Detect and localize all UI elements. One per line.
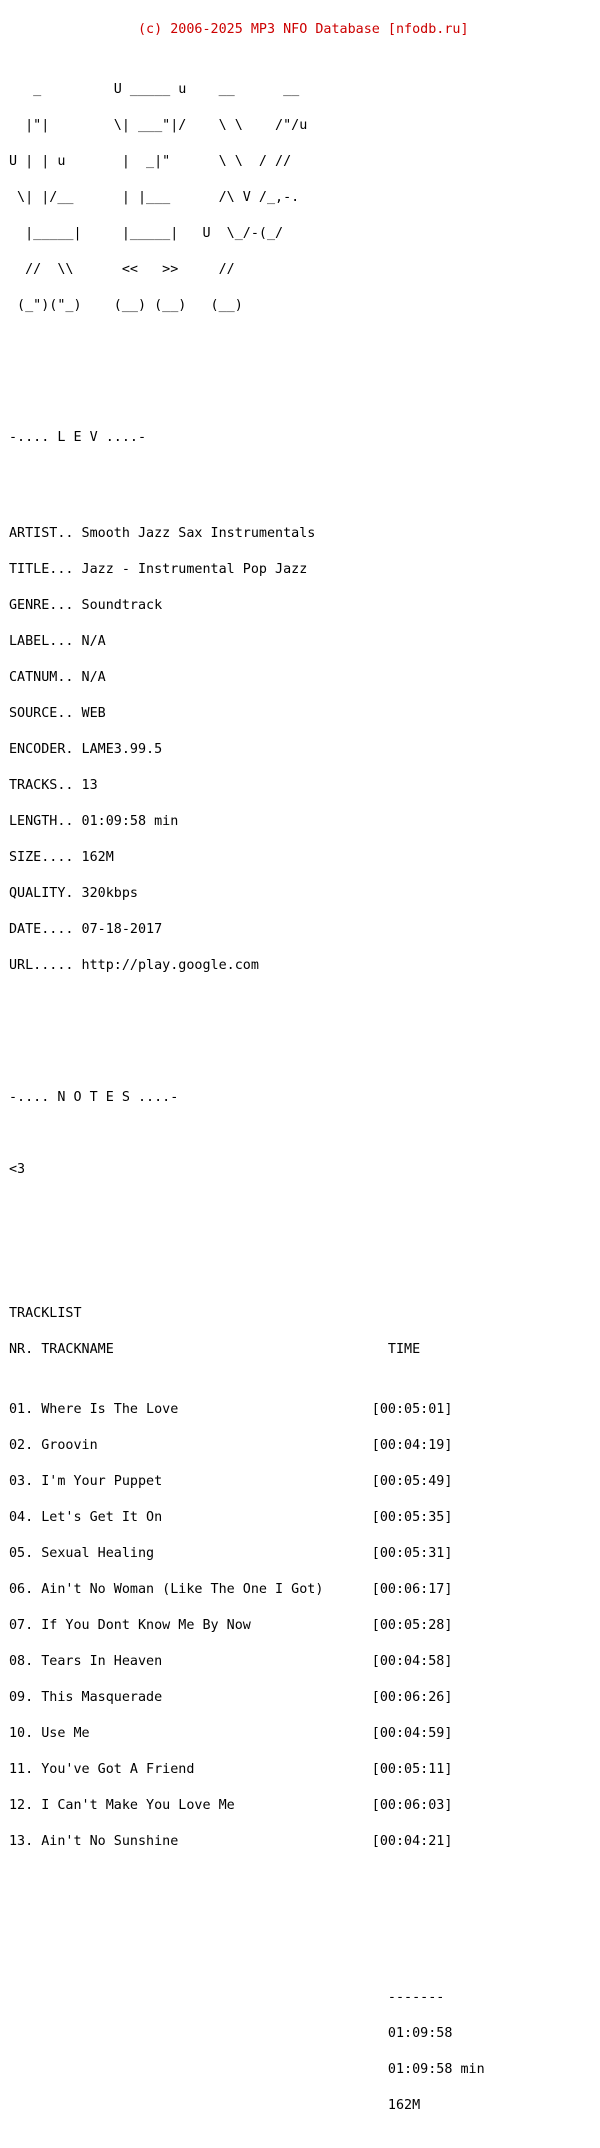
track-row: 07. If You Dont Know Me By Now [00:05:28] [9, 1618, 453, 1633]
info-label: LABEL... N/A [9, 634, 106, 649]
info-url: URL..... http://play.google.com [9, 958, 259, 973]
spacer [9, 1236, 485, 1248]
ascii-art-line: // \\ << >> // [9, 262, 235, 277]
info-genre: GENRE... Soundtrack [9, 598, 163, 613]
spacer [9, 1020, 485, 1032]
section-header-lev: -.... L E V ....- [9, 430, 147, 445]
notes-text: <3 [9, 1162, 26, 1177]
spacer [9, 1200, 485, 1212]
spacer [9, 468, 485, 480]
info-title: TITLE... Jazz - Instrumental Pop Jazz [9, 562, 308, 577]
track-row: 06. Ain't No Woman (Like The One I Got) [00:06:17] [9, 1582, 453, 1597]
track-row: 02. Groovin [00:04:19] [9, 1438, 453, 1453]
track-row: 01. Where Is The Love [00:05:01] [9, 1402, 453, 1417]
info-date: DATE.... 07-18-2017 [9, 922, 163, 937]
tracklist [9, 1380, 485, 1872]
track-row: 03. I'm Your Puppet [00:05:49] [9, 1474, 453, 1489]
spacer [9, 1896, 485, 1908]
track-row: 13. Ain't No Sunshine [00:04:21] [9, 1834, 453, 1849]
info-catnum: CATNUM.. N/A [9, 670, 106, 685]
track-row: 05. Sexual Healing [00:05:31] [9, 1546, 453, 1561]
info-artist: ARTIST.. Smooth Jazz Sax Instrumentals [9, 526, 316, 541]
site-banner: (c) 2006-2025 MP3 NFO Database [nfodb.ru] [9, 22, 469, 37]
track-row: 08. Tears In Heaven [00:04:58] [9, 1654, 453, 1669]
track-row: 12. I Can't Make You Love Me [00:06:03] [9, 1798, 453, 1813]
ascii-art-line: U | | u | _|" \ \ / // [9, 154, 292, 169]
track-row: 04. Let's Get It On [00:05:35] [9, 1510, 453, 1525]
ascii-art-logo [9, 60, 485, 336]
ascii-art-line: |_____| |_____| U \_/-(_/ [9, 226, 284, 241]
spacer [9, 1056, 485, 1068]
spacer [9, 1932, 485, 1944]
ascii-art-line: _ U _____ u __ __ [9, 82, 300, 97]
totals-divider: ------- [9, 1990, 445, 2005]
spacer [9, 1128, 485, 1140]
ascii-art-line: (_")("_) (__) (__) (__) [9, 298, 243, 313]
info-size: SIZE.... 162M [9, 850, 114, 865]
info-length: LENGTH.. 01:09:58 min [9, 814, 179, 829]
ascii-art-line: \| |/__ | |___ /\ V /_,-. [9, 190, 300, 205]
track-row: 09. This Masquerade [00:06:26] [9, 1690, 453, 1705]
track-row: 11. You've Got A Friend [00:05:11] [9, 1762, 453, 1777]
total-time-min: 01:09:58 min [9, 2062, 485, 2077]
totals [9, 1968, 485, 2136]
info-tracks: TRACKS.. 13 [9, 778, 98, 793]
spacer [9, 360, 485, 372]
info-source: SOURCE.. WEB [9, 706, 106, 721]
ascii-art-line: |"| \| ___"|/ \ \ /"/u [9, 118, 308, 133]
track-row: 10. Use Me [00:04:59] [9, 1726, 453, 1741]
tracklist-title: TRACKLIST [9, 1306, 82, 1321]
nfo-document [9, 0, 485, 2148]
tracklist-header: NR. TRACKNAME TIME [9, 1342, 421, 1357]
info-quality: QUALITY. 320kbps [9, 886, 138, 901]
info-encoder: ENCODER. LAME3.99.5 [9, 742, 163, 757]
spacer [9, 1272, 485, 1284]
total-time: 01:09:58 [9, 2026, 453, 2041]
section-header-notes: -.... N O T E S ....- [9, 1090, 179, 1105]
release-info [9, 504, 485, 996]
total-size: 162M [9, 2098, 421, 2113]
spacer [9, 396, 485, 408]
